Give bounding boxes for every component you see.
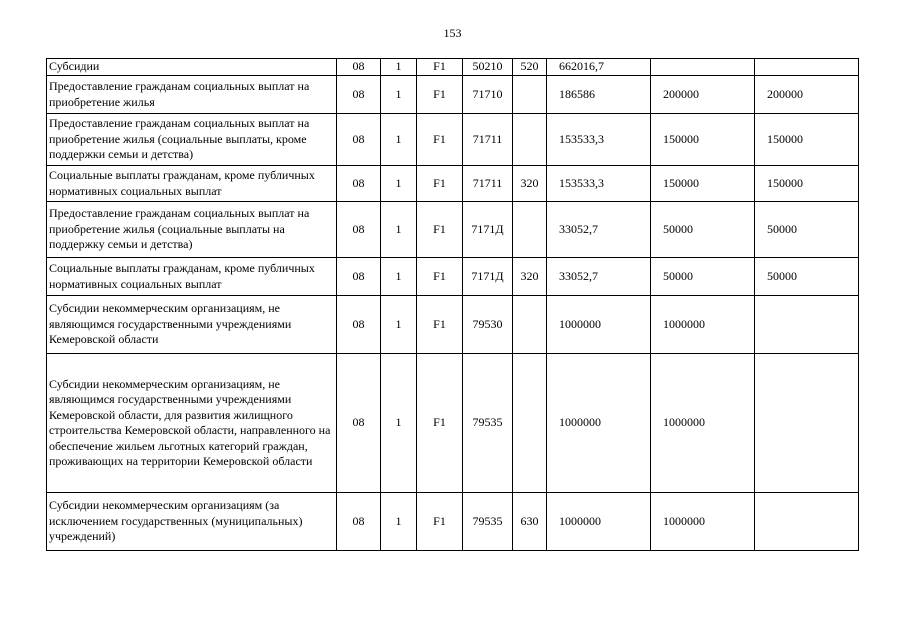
amount-year-3: 50000: [755, 258, 859, 296]
subsection-code: 1: [381, 493, 417, 551]
program-code: F1: [417, 354, 463, 493]
expense-type-code: [513, 202, 547, 258]
program-code: F1: [417, 166, 463, 202]
program-code: F1: [417, 202, 463, 258]
row-name: Предоставление гражданам социальных выплат на приобретение жилья (социальные выплаты, кроме поддержки семьи и детства): [47, 114, 337, 166]
table-row: [47, 493, 859, 551]
subsection-code: 1: [381, 258, 417, 296]
program-code: F1: [417, 76, 463, 114]
section-code: 08: [337, 59, 381, 76]
row-name: Субсидии некоммерческим организациям, не являющимся государственными учреждениями Кемеровской области: [47, 296, 337, 354]
amount-year-1: 33052,7: [547, 258, 651, 296]
expense-type-code: 520: [513, 59, 547, 76]
amount-year-2: 150000: [651, 166, 755, 202]
program-code: F1: [417, 59, 463, 76]
table-row: [47, 59, 859, 76]
program-code: F1: [417, 258, 463, 296]
row-name: Предоставление гражданам социальных выплат на приобретение жилья: [47, 76, 337, 114]
table-row: [47, 114, 859, 166]
subsection-code: 1: [381, 166, 417, 202]
section-code: 08: [337, 493, 381, 551]
expense-type-code: [513, 354, 547, 493]
subsection-code: 1: [381, 354, 417, 493]
article-code: 7171Д: [463, 202, 513, 258]
amount-year-2: 50000: [651, 258, 755, 296]
amount-year-3: 150000: [755, 166, 859, 202]
amount-year-1: 1000000: [547, 354, 651, 493]
amount-year-3: [755, 493, 859, 551]
expense-type-code: 630: [513, 493, 547, 551]
article-code: 7171Д: [463, 258, 513, 296]
section-code: 08: [337, 202, 381, 258]
row-name: Социальные выплаты гражданам, кроме публичных нормативных социальных выплат: [47, 166, 337, 202]
amount-year-1: 153533,3: [547, 114, 651, 166]
section-code: 08: [337, 166, 381, 202]
amount-year-2: 150000: [651, 114, 755, 166]
row-name: Субсидии некоммерческим организациям, не являющимся государственными учреждениями Кемеровской области, для развития жилищного строительства Кемеровской области, направленного на обеспечение жильем льготных категорий граждан, проживающих на территории Кемеровской области: [47, 354, 337, 493]
amount-year-2: 1000000: [651, 493, 755, 551]
row-name: Субсидии некоммерческим организациям (за исключением государственных (муниципальных) учреждений): [47, 493, 337, 551]
amount-year-2: 50000: [651, 202, 755, 258]
subsection-code: 1: [381, 202, 417, 258]
program-code: F1: [417, 114, 463, 166]
page-number: 153: [443, 26, 462, 40]
amount-year-1: 1000000: [547, 493, 651, 551]
amount-year-1: 153533,3: [547, 166, 651, 202]
amount-year-1: 186586: [547, 76, 651, 114]
section-code: 08: [337, 296, 381, 354]
amount-year-3: 200000: [755, 76, 859, 114]
expense-type-code: [513, 114, 547, 166]
article-code: 71711: [463, 166, 513, 202]
subsection-code: 1: [381, 296, 417, 354]
amount-year-1: 33052,7: [547, 202, 651, 258]
article-code: 71711: [463, 114, 513, 166]
subsection-code: 1: [381, 76, 417, 114]
table-row: [47, 258, 859, 296]
article-code: 79530: [463, 296, 513, 354]
article-code: 79535: [463, 354, 513, 493]
table-row: [47, 202, 859, 258]
article-code: 50210: [463, 59, 513, 76]
subsection-code: 1: [381, 114, 417, 166]
table-row: [47, 76, 859, 114]
expense-type-code: [513, 296, 547, 354]
amount-year-2: 200000: [651, 76, 755, 114]
amount-year-3: [755, 59, 859, 76]
expense-type-code: 320: [513, 258, 547, 296]
amount-year-2: [651, 59, 755, 76]
row-name: Предоставление гражданам социальных выплат на приобретение жилья (социальные выплаты на поддержку семьи и детства): [47, 202, 337, 258]
program-code: F1: [417, 493, 463, 551]
amount-year-1: 1000000: [547, 296, 651, 354]
expense-type-code: [513, 76, 547, 114]
row-name: Субсидии: [47, 59, 337, 76]
table-row: [47, 166, 859, 202]
amount-year-3: [755, 296, 859, 354]
amount-year-2: 1000000: [651, 354, 755, 493]
subsection-code: 1: [381, 59, 417, 76]
amount-year-1: 662016,7: [547, 59, 651, 76]
article-code: 71710: [463, 76, 513, 114]
expense-type-code: 320: [513, 166, 547, 202]
section-code: 08: [337, 76, 381, 114]
amount-year-3: 50000: [755, 202, 859, 258]
amount-year-3: [755, 354, 859, 493]
row-name: Социальные выплаты гражданам, кроме публичных нормативных социальных выплат: [47, 258, 337, 296]
amount-year-2: 1000000: [651, 296, 755, 354]
amount-year-3: 150000: [755, 114, 859, 166]
program-code: F1: [417, 296, 463, 354]
section-code: 08: [337, 114, 381, 166]
section-code: 08: [337, 354, 381, 493]
table-row: [47, 354, 859, 493]
budget-table: [46, 58, 859, 551]
article-code: 79535: [463, 493, 513, 551]
section-code: 08: [337, 258, 381, 296]
table-row: [47, 296, 859, 354]
